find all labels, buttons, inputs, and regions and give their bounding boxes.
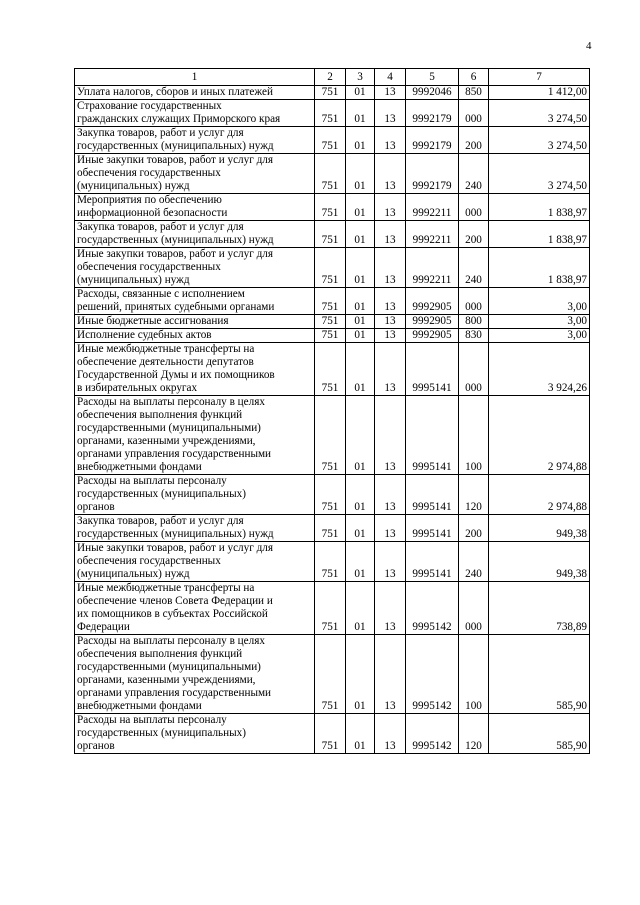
expense-type-cell: 240 bbox=[459, 154, 489, 194]
amount-cell: 949,38 bbox=[489, 542, 590, 582]
section-code-cell: 751 bbox=[315, 154, 346, 194]
section-code-cell: 751 bbox=[315, 396, 346, 475]
row-name-line: Мероприятия по обеспечению bbox=[77, 194, 222, 206]
expense-type-cell: 100 bbox=[459, 396, 489, 475]
row-name-line: информационной безопасности bbox=[77, 207, 228, 219]
amount-cell: 1 838,97 bbox=[489, 221, 590, 248]
subsection-code-cell: 13 bbox=[375, 582, 406, 635]
row-name-cell bbox=[75, 315, 315, 329]
subsection-code-cell: 13 bbox=[375, 343, 406, 396]
chapter-code-cell: 01 bbox=[346, 582, 375, 635]
chapter-code-cell: 01 bbox=[346, 86, 375, 100]
amount-cell: 585,90 bbox=[489, 635, 590, 714]
target-article-cell: 9992211 bbox=[406, 221, 459, 248]
target-article-cell: 9995141 bbox=[406, 343, 459, 396]
chapter-code-cell: 01 bbox=[346, 343, 375, 396]
row-name-cell bbox=[75, 248, 315, 288]
row-name-line: (муниципальных) нужд bbox=[77, 568, 190, 580]
table-row bbox=[75, 154, 590, 194]
row-name-line: государственных (муниципальных) bbox=[77, 727, 246, 739]
table-header-row bbox=[75, 69, 590, 86]
subsection-code-cell: 13 bbox=[375, 475, 406, 515]
row-name-cell bbox=[75, 100, 315, 127]
column-header: 1 bbox=[75, 69, 315, 86]
section-code-cell: 751 bbox=[315, 288, 346, 315]
subsection-code-cell: 13 bbox=[375, 86, 406, 100]
row-name-line: государственных (муниципальных) bbox=[77, 488, 246, 500]
row-name-line: внебюджетными фондами bbox=[77, 700, 202, 712]
table-row bbox=[75, 475, 590, 515]
row-name-line: государственных (муниципальных) нужд bbox=[77, 234, 274, 246]
row-name-line: Расходы на выплаты персоналу bbox=[77, 475, 227, 487]
amount-cell: 3,00 bbox=[489, 288, 590, 315]
target-article-cell: 9992179 bbox=[406, 100, 459, 127]
row-name-line: гражданских служащих Приморского края bbox=[77, 113, 281, 125]
subsection-code-cell: 13 bbox=[375, 542, 406, 582]
section-code-cell: 751 bbox=[315, 515, 346, 542]
row-name-line: Исполнение судебных актов bbox=[77, 329, 212, 341]
target-article-cell: 9995141 bbox=[406, 475, 459, 515]
subsection-code-cell: 13 bbox=[375, 714, 406, 754]
expense-type-cell: 000 bbox=[459, 100, 489, 127]
row-name-cell bbox=[75, 288, 315, 315]
row-name-cell bbox=[75, 515, 315, 542]
expense-type-cell: 100 bbox=[459, 635, 489, 714]
table-row bbox=[75, 635, 590, 714]
row-name-line: Закупка товаров, работ и услуг для bbox=[77, 127, 244, 139]
amount-cell: 2 974,88 bbox=[489, 396, 590, 475]
row-name-line: обеспечение деятельности депутатов bbox=[77, 356, 254, 368]
subsection-code-cell: 13 bbox=[375, 127, 406, 154]
table-row bbox=[75, 329, 590, 343]
chapter-code-cell: 01 bbox=[346, 475, 375, 515]
amount-cell: 2 974,88 bbox=[489, 475, 590, 515]
target-article-cell: 9995142 bbox=[406, 582, 459, 635]
amount-cell: 3,00 bbox=[489, 315, 590, 329]
subsection-code-cell: 13 bbox=[375, 635, 406, 714]
row-name-line: обеспечение членов Совета Федерации и bbox=[77, 595, 273, 607]
target-article-cell: 9992179 bbox=[406, 154, 459, 194]
row-name-line: органами, казенными учреждениями, bbox=[77, 435, 256, 447]
row-name-line: органов bbox=[77, 501, 115, 513]
expense-type-cell: 000 bbox=[459, 343, 489, 396]
expense-type-cell: 200 bbox=[459, 221, 489, 248]
row-name-line: органами управления государственными bbox=[77, 687, 272, 699]
table-row bbox=[75, 221, 590, 248]
expense-type-cell: 240 bbox=[459, 248, 489, 288]
row-name-line: Иные межбюджетные трансферты на bbox=[77, 582, 255, 594]
section-code-cell: 751 bbox=[315, 248, 346, 288]
row-name-cell bbox=[75, 542, 315, 582]
subsection-code-cell: 13 bbox=[375, 154, 406, 194]
row-name-cell bbox=[75, 343, 315, 396]
section-code-cell: 751 bbox=[315, 221, 346, 248]
row-name-line: (муниципальных) нужд bbox=[77, 274, 190, 286]
subsection-code-cell: 13 bbox=[375, 396, 406, 475]
row-name-cell bbox=[75, 396, 315, 475]
section-code-cell: 751 bbox=[315, 100, 346, 127]
row-name-line: Федерации bbox=[77, 621, 130, 633]
expense-type-cell: 200 bbox=[459, 127, 489, 154]
row-name-line: государственными (муниципальными) bbox=[77, 422, 261, 434]
table-row bbox=[75, 542, 590, 582]
target-article-cell: 9995141 bbox=[406, 396, 459, 475]
row-name-line: Уплата налогов, сборов и иных платежей bbox=[77, 86, 273, 98]
amount-cell: 3 274,50 bbox=[489, 100, 590, 127]
table-body bbox=[75, 86, 590, 754]
amount-cell: 3 274,50 bbox=[489, 127, 590, 154]
row-name-cell bbox=[75, 329, 315, 343]
subsection-code-cell: 13 bbox=[375, 315, 406, 329]
row-name-line: Расходы на выплаты персоналу в целях bbox=[77, 396, 265, 408]
row-name-line: обеспечения выполнения функций bbox=[77, 409, 243, 421]
row-name-line: государственными (муниципальными) bbox=[77, 661, 261, 673]
expense-type-cell: 000 bbox=[459, 582, 489, 635]
table-row bbox=[75, 194, 590, 221]
table-row bbox=[75, 288, 590, 315]
target-article-cell: 9992905 bbox=[406, 315, 459, 329]
amount-cell: 1 412,00 bbox=[489, 86, 590, 100]
subsection-code-cell: 13 bbox=[375, 515, 406, 542]
section-code-cell: 751 bbox=[315, 86, 346, 100]
row-name-line: Закупка товаров, работ и услуг для bbox=[77, 515, 244, 527]
row-name-line: обеспечения государственных bbox=[77, 261, 221, 273]
row-name-cell bbox=[75, 714, 315, 754]
amount-cell: 949,38 bbox=[489, 515, 590, 542]
table-row bbox=[75, 515, 590, 542]
table-row bbox=[75, 343, 590, 396]
row-name-line: органов bbox=[77, 740, 115, 752]
subsection-code-cell: 13 bbox=[375, 329, 406, 343]
row-name-line: Иные закупки товаров, работ и услуг для bbox=[77, 542, 274, 554]
row-name-line: Иные бюджетные ассигнования bbox=[77, 315, 229, 327]
row-name-line: Иные межбюджетные трансферты на bbox=[77, 343, 255, 355]
target-article-cell: 9995141 bbox=[406, 515, 459, 542]
section-code-cell: 751 bbox=[315, 329, 346, 343]
chapter-code-cell: 01 bbox=[346, 315, 375, 329]
table-row bbox=[75, 127, 590, 154]
expense-type-cell: 800 bbox=[459, 315, 489, 329]
target-article-cell: 9992179 bbox=[406, 127, 459, 154]
row-name-line: (муниципальных) нужд bbox=[77, 180, 190, 192]
expense-type-cell: 200 bbox=[459, 515, 489, 542]
chapter-code-cell: 01 bbox=[346, 714, 375, 754]
table-row bbox=[75, 248, 590, 288]
column-header: 3 bbox=[346, 69, 375, 86]
row-name-line: органами, казенными учреждениями, bbox=[77, 674, 256, 686]
target-article-cell: 9992905 bbox=[406, 329, 459, 343]
expense-type-cell: 850 bbox=[459, 86, 489, 100]
expense-type-cell: 120 bbox=[459, 475, 489, 515]
chapter-code-cell: 01 bbox=[346, 100, 375, 127]
target-article-cell: 9992905 bbox=[406, 288, 459, 315]
row-name-line: внебюджетными фондами bbox=[77, 461, 202, 473]
row-name-line: Расходы на выплаты персоналу в целях bbox=[77, 635, 265, 647]
subsection-code-cell: 13 bbox=[375, 194, 406, 221]
row-name-line: государственных (муниципальных) нужд bbox=[77, 140, 274, 152]
column-header: 4 bbox=[375, 69, 406, 86]
row-name-cell bbox=[75, 221, 315, 248]
chapter-code-cell: 01 bbox=[346, 221, 375, 248]
section-code-cell: 751 bbox=[315, 475, 346, 515]
chapter-code-cell: 01 bbox=[346, 154, 375, 194]
target-article-cell: 9995141 bbox=[406, 542, 459, 582]
page-number: 4 bbox=[586, 40, 592, 52]
section-code-cell: 751 bbox=[315, 194, 346, 221]
section-code-cell: 751 bbox=[315, 343, 346, 396]
row-name-cell bbox=[75, 86, 315, 100]
target-article-cell: 9992211 bbox=[406, 248, 459, 288]
target-article-cell: 9995142 bbox=[406, 714, 459, 754]
amount-cell: 3 924,26 bbox=[489, 343, 590, 396]
row-name-line: Иные закупки товаров, работ и услуг для bbox=[77, 248, 274, 260]
subsection-code-cell: 13 bbox=[375, 100, 406, 127]
row-name-line: их помощников в субъектах Российской bbox=[77, 608, 268, 620]
row-name-line: Страхование государственных bbox=[77, 100, 222, 112]
amount-cell: 1 838,97 bbox=[489, 248, 590, 288]
row-name-cell bbox=[75, 475, 315, 515]
row-name-line: государственных (муниципальных) нужд bbox=[77, 528, 274, 540]
amount-cell: 738,89 bbox=[489, 582, 590, 635]
chapter-code-cell: 01 bbox=[346, 194, 375, 221]
target-article-cell: 9992046 bbox=[406, 86, 459, 100]
chapter-code-cell: 01 bbox=[346, 127, 375, 154]
column-header: 2 bbox=[315, 69, 346, 86]
section-code-cell: 751 bbox=[315, 635, 346, 714]
table-row bbox=[75, 86, 590, 100]
chapter-code-cell: 01 bbox=[346, 542, 375, 582]
row-name-line: в избирательных округах bbox=[77, 382, 198, 394]
row-name-line: Закупка товаров, работ и услуг для bbox=[77, 221, 244, 233]
target-article-cell: 9995142 bbox=[406, 635, 459, 714]
subsection-code-cell: 13 bbox=[375, 221, 406, 248]
row-name-cell bbox=[75, 635, 315, 714]
chapter-code-cell: 01 bbox=[346, 288, 375, 315]
column-header: 6 bbox=[459, 69, 489, 86]
table-row bbox=[75, 714, 590, 754]
chapter-code-cell: 01 bbox=[346, 635, 375, 714]
row-name-line: Расходы на выплаты персоналу bbox=[77, 714, 227, 726]
expense-type-cell: 000 bbox=[459, 194, 489, 221]
chapter-code-cell: 01 bbox=[346, 248, 375, 288]
section-code-cell: 751 bbox=[315, 127, 346, 154]
row-name-cell bbox=[75, 194, 315, 221]
row-name-line: Иные закупки товаров, работ и услуг для bbox=[77, 154, 274, 166]
table-row bbox=[75, 582, 590, 635]
expense-type-cell: 120 bbox=[459, 714, 489, 754]
table-row bbox=[75, 100, 590, 127]
row-name-cell bbox=[75, 127, 315, 154]
amount-cell: 1 838,97 bbox=[489, 194, 590, 221]
section-code-cell: 751 bbox=[315, 542, 346, 582]
chapter-code-cell: 01 bbox=[346, 329, 375, 343]
row-name-line: обеспечения государственных bbox=[77, 555, 221, 567]
row-name-line: Расходы, связанные с исполнением bbox=[77, 288, 245, 300]
row-name-line: обеспечения государственных bbox=[77, 167, 221, 179]
row-name-line: Государственной Думы и их помощников bbox=[77, 369, 275, 381]
expense-type-cell: 240 bbox=[459, 542, 489, 582]
target-article-cell: 9992211 bbox=[406, 194, 459, 221]
section-code-cell: 751 bbox=[315, 714, 346, 754]
section-code-cell: 751 bbox=[315, 582, 346, 635]
row-name-cell bbox=[75, 154, 315, 194]
expense-type-cell: 000 bbox=[459, 288, 489, 315]
table-row bbox=[75, 315, 590, 329]
row-name-line: решений, принятых судебными органами bbox=[77, 301, 275, 313]
chapter-code-cell: 01 bbox=[346, 515, 375, 542]
row-name-line: органами управления государственными bbox=[77, 448, 272, 460]
row-name-cell bbox=[75, 582, 315, 635]
amount-cell: 585,90 bbox=[489, 714, 590, 754]
subsection-code-cell: 13 bbox=[375, 288, 406, 315]
budget-table bbox=[74, 68, 590, 754]
section-code-cell: 751 bbox=[315, 315, 346, 329]
column-header: 5 bbox=[406, 69, 459, 86]
column-header: 7 bbox=[489, 69, 590, 86]
expense-type-cell: 830 bbox=[459, 329, 489, 343]
row-name-line: обеспечения выполнения функций bbox=[77, 648, 243, 660]
amount-cell: 3,00 bbox=[489, 329, 590, 343]
subsection-code-cell: 13 bbox=[375, 248, 406, 288]
chapter-code-cell: 01 bbox=[346, 396, 375, 475]
table-row bbox=[75, 396, 590, 475]
amount-cell: 3 274,50 bbox=[489, 154, 590, 194]
